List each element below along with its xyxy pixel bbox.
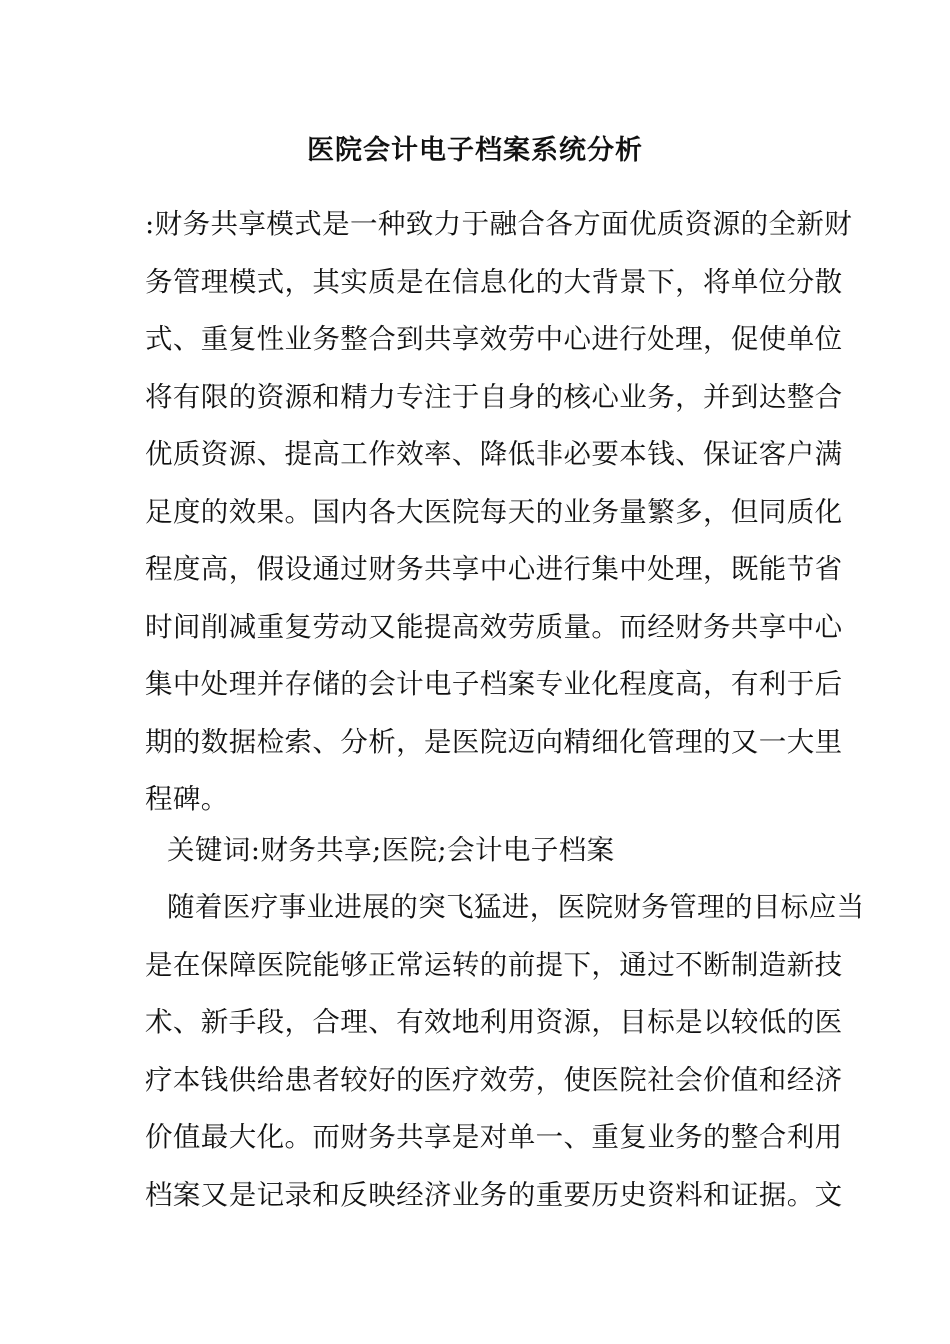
abstract-line: 程度高，假设通过财务共享中心进行集中处理，既能节省 [145,553,843,585]
body-line: 是在保障医院能够正常运转的前提下，通过不断制造新技 [145,948,843,981]
abstract-paragraph [145,196,853,829]
abstract-line: 将有限的资源和精力专注于自身的核心业务，并到达整合 [145,380,843,413]
body-line: 疗本钱供给患者较好的医疗效劳，使医院社会价值和经济 [145,1063,843,1096]
document-title: 医院会计电子档案系统分析 [307,135,643,166]
abstract-line: 足度的效果。国内各大医院每天的业务量繁多，但同质化 [145,495,843,528]
abstract-line: :财务共享模式是一种致力于融合各方面优质资源的全新财 [145,208,853,240]
body-line: 术、新手段，合理、有效地利用资源，目标是以较低的医 [145,1006,843,1038]
abstract-line: 优质资源、提高工作效率、降低非必要本钱、保证客户满 [145,438,843,470]
keywords-paragraph [145,822,810,880]
abstract-line: 程碑。 [145,783,229,815]
body-line: 档案又是记录和反映经济业务的重要历史资料和证据。文 [145,1178,843,1211]
body-line: 价值最大化。而财务共享是对单一、重复业务的整合利用 [145,1121,843,1153]
keywords-line: 关键词:财务共享;医院;会计电子档案 [167,834,615,866]
body-paragraph [145,879,865,1224]
abstract-line: 时间削减重复劳动又能提高效劳质量。而经财务共享中心 [145,610,843,643]
body-line: 随着医疗事业进展的突飞猛进，医院财务管理的目标应当 [167,891,865,923]
abstract-line: 务管理模式，其实质是在信息化的大背景下，将单位分散 [145,265,843,298]
abstract-line: 式、重复性业务整合到共享效劳中心进行处理，促使单位 [145,323,843,355]
abstract-line: 期的数据检索、分析，是医院迈向精细化管理的又一大里 [145,725,843,758]
abstract-line: 集中处理并存储的会计电子档案专业化程度高，有利于后 [145,668,843,700]
